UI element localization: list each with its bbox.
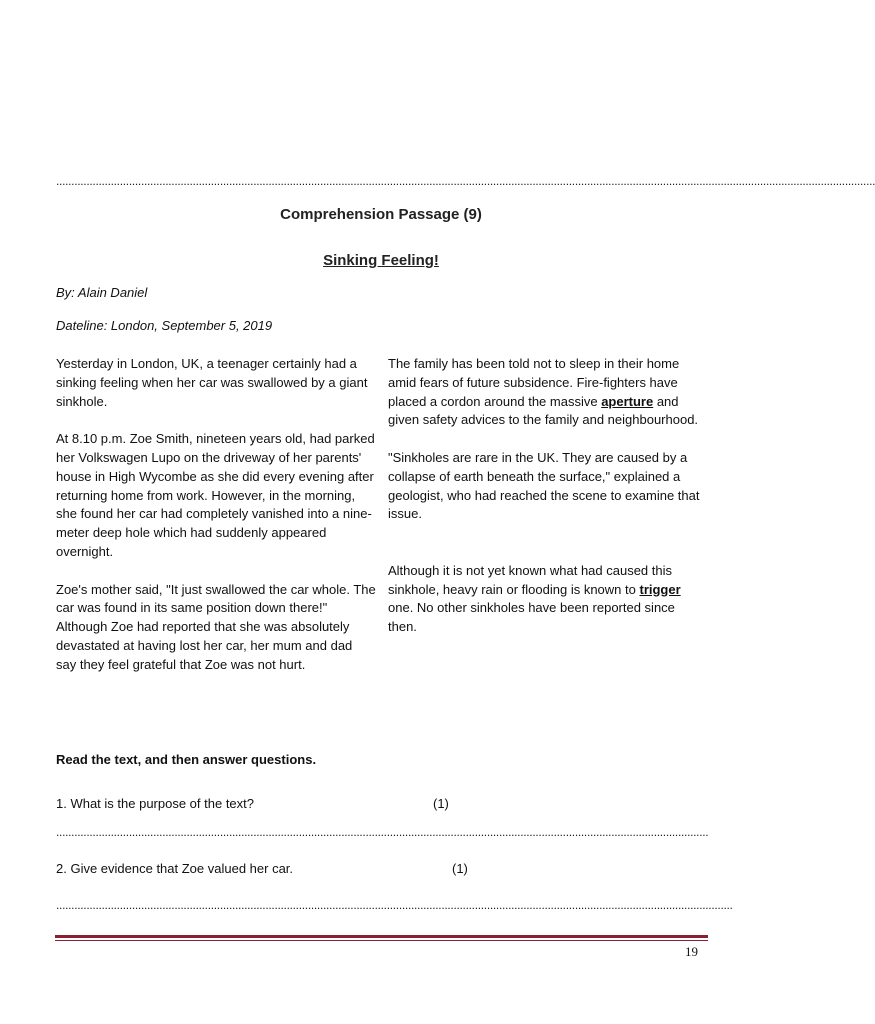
right-paragraph-3: Although it is not yet known what had caused this sinkhole, heavy rain or flooding is known to trigger one. No other sinkholes have been reported since then. (388, 562, 681, 635)
dateline: Dateline: London, September 5, 2019 (56, 318, 273, 333)
keyword-trigger: trigger (639, 581, 681, 597)
questions-heading: Read the text, and then answer questions. (56, 752, 317, 767)
keyword-aperture: aperture (601, 393, 654, 409)
right-column (388, 355, 704, 637)
left-paragraph-1: Yesterday in London, UK, a teenager certainly had a sinking feeling when her car was swallowed by a giant sinkhole. (56, 356, 368, 409)
answer-line-1[interactable]: ....................................................................................................................................................................................................................... (56, 825, 709, 839)
byline: By: Alain Daniel (56, 285, 148, 300)
left-paragraph-3: Zoe's mother said, "It just swallowed the car whole. The car was found in its same position down there!" (56, 581, 376, 616)
footer-rule-thin (55, 940, 708, 941)
answer-line-2[interactable]: ............................................................................................................................................................................................................................... (56, 898, 733, 912)
question-2: 2. Give evidence that Zoe valued her car. (56, 861, 294, 876)
passage-heading: Comprehension Passage (9) (280, 206, 482, 223)
left-column (56, 355, 376, 675)
top-dotted-rule: .............................................................................................................................................................................................................................................................................. (56, 174, 875, 188)
left-paragraph-2: At 8.10 p.m. Zoe Smith, nineteen years old, had parked her Volkswagen Lupo on the driveway of her parents' house in High Wycombe as she did every evening after returning home from work. However, in the morning, she found her car had completely vanished into a nine-meter deep hole which had suddenly appeared overnight. (56, 431, 375, 559)
question-2-marks: (1) (452, 861, 468, 876)
story-title: Sinking Feeling! (323, 252, 439, 269)
page-number: 19 (685, 944, 698, 959)
right-paragraph-1: The family has been told not to sleep in their home amid fears of future subsidence. Fire-fighters have placed a cordon around the massive aperture and given safety advices to the family and neighbourhood. (388, 356, 699, 428)
question-1-marks: (1) (433, 796, 449, 811)
left-paragraph-4: Although Zoe had reported that she was absolutely devastated at having lost her car, her mum and dad say they feel grateful that Zoe was not hurt. (56, 619, 353, 672)
question-1: 1. What is the purpose of the text? (56, 796, 255, 811)
right-paragraph-2: "Sinkholes are rare in the UK. They are caused by a collapse of earth beneath the surface," explained a geologist, who had reached the scene to examine that issue. (388, 449, 700, 522)
footer-rule-thick (55, 935, 708, 938)
